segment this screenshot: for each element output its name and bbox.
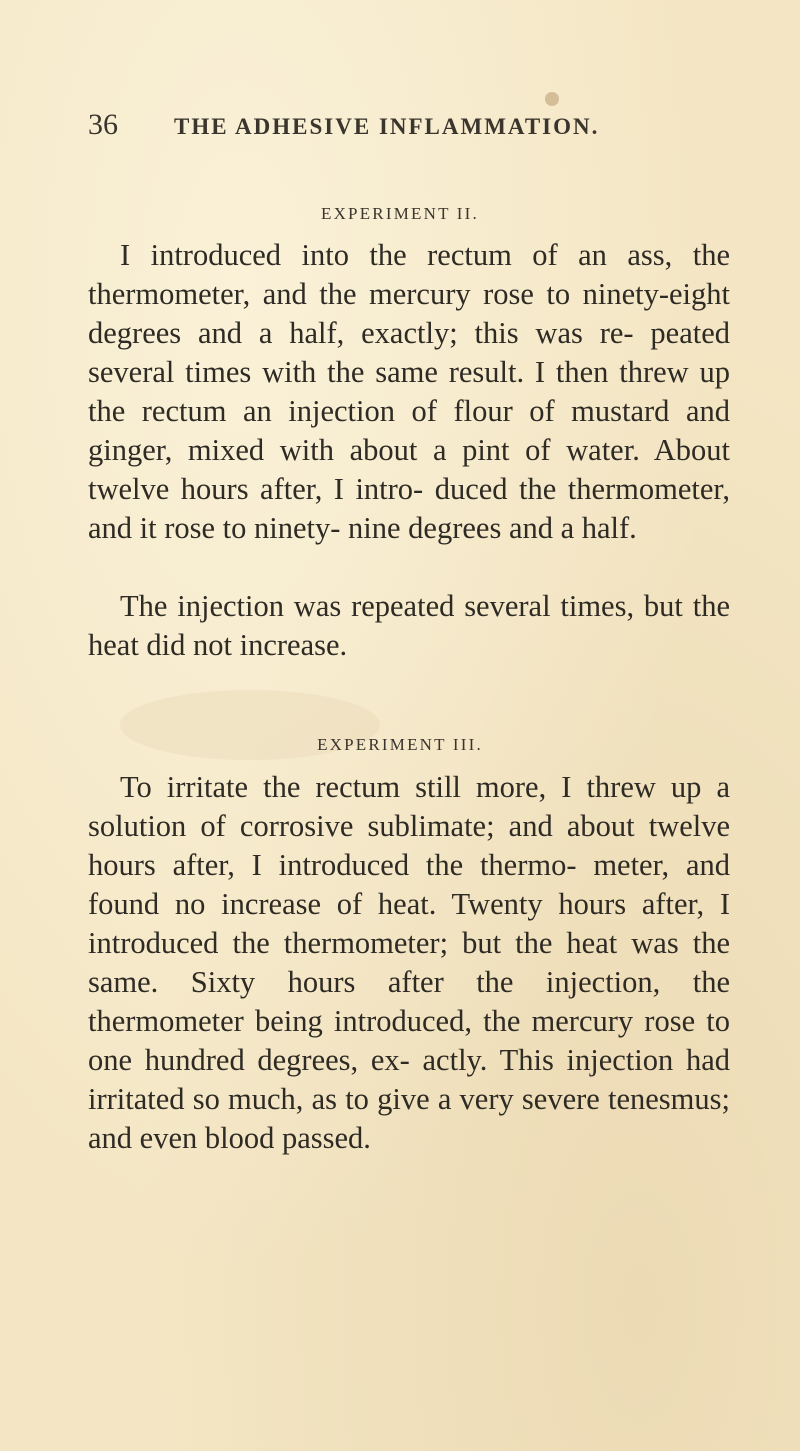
paragraph: The injection was repeated several times, but the heat did not increase. <box>88 589 730 662</box>
paper-stain <box>545 92 559 106</box>
section-heading: EXPERIMENT III. <box>317 735 483 754</box>
paragraph: I introduced into the rectum of an ass, the thermometer, and the mercury rose to ninety-eight degrees and a half, exactly; this was re- peated several times with the same result. I then threw up the rectum an injection of flour of mustard and ginger, mixed with about a pint of water. About twelve hours after, I intro- duced the thermometer, and it rose to ninety- nine degrees and a half. <box>88 238 730 545</box>
running-title: THE ADHESIVE INFLAMMATION. <box>174 114 600 139</box>
running-head <box>88 110 718 140</box>
paragraph: To irritate the rectum still more, I threw up a solution of corrosive sublimate; and about twelve hours after, I introduced the thermo- meter, and found no increase of heat. Twenty hours after, I introduced the thermometer; but the heat was the same. Sixty hours after the injection, the thermometer being introduced, the mercury rose to one hundred degrees, ex- actly. This injection had irritated so much, as to give a very severe tenesmus; and even blood passed. <box>88 770 730 1155</box>
section-heading: EXPERIMENT II. <box>321 204 479 223</box>
page-number: 36 <box>88 108 118 141</box>
